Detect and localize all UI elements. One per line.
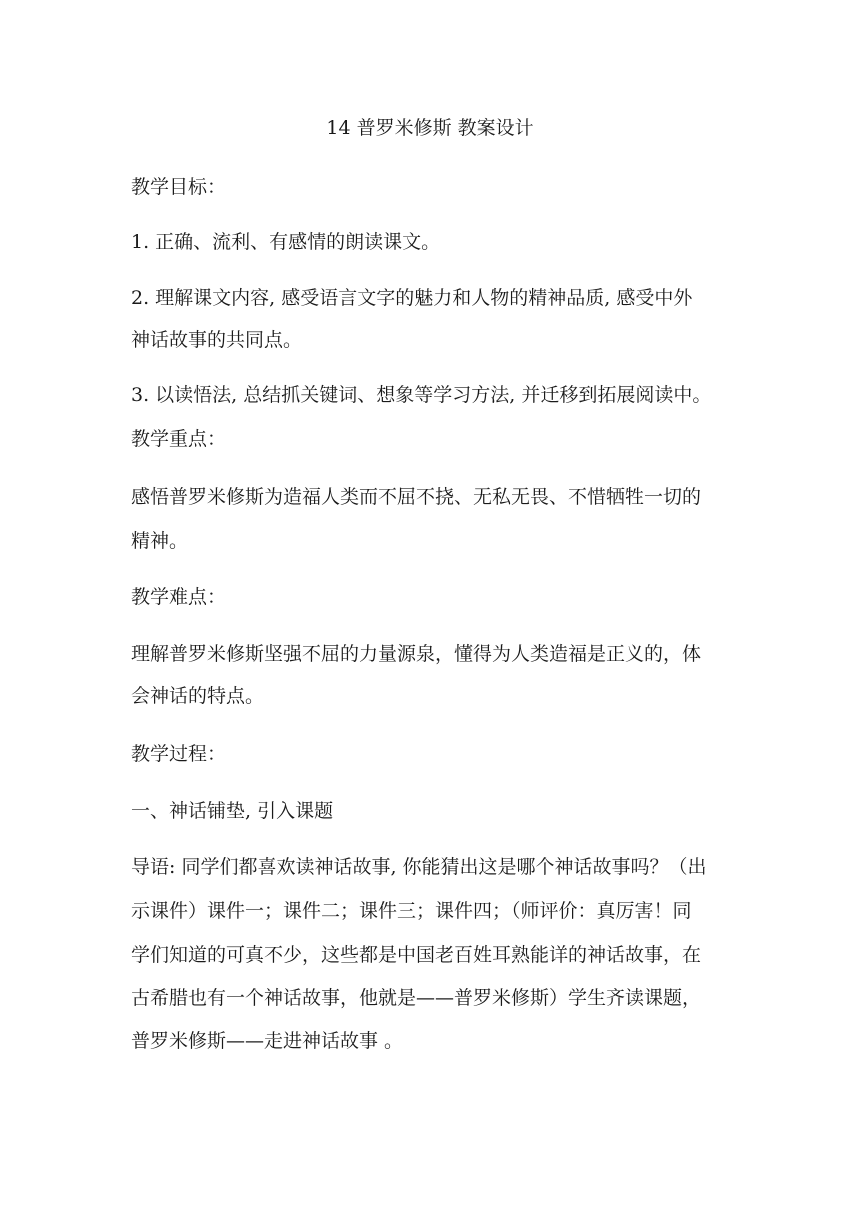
process-heading: 教学过程： [131,743,227,765]
difficulty-line-1: 理解普罗米修斯坚强不屈的力量源泉，懂得为人类造福是正义的，体 [131,643,702,665]
key-heading: 教学重点： [131,428,227,450]
section-1-heading: 一、神话铺垫, 引入课题 [131,800,334,822]
difficulty-line-2: 会神话的特点。 [131,685,265,707]
key-point-line-1: 感悟普罗米修斯为造福人类而不屈不挠、无私无畏、不惜牺牲一切的 [131,486,702,508]
document-title: 14 普罗米修斯 教案设计 [326,117,534,139]
objective-3: 3. 以读悟法, 总结抓关键词、想象等学习方法, 并迁移到拓展阅读中。 [131,384,712,406]
intro-line-5: 普罗米修斯——走进神话故事 。 [131,1030,404,1052]
difficulty-heading: 教学难点： [131,586,227,608]
intro-line-3: 学们知道的可真不少，这些都是中国老百姓耳熟能详的神话故事，在 [131,944,702,966]
intro-line-1: 导语: 同学们都喜欢读神话故事, 你能猜出这是哪个神话故事吗？（出 [131,856,707,878]
key-point-line-2: 精神。 [131,530,189,552]
objective-1: 1. 正确、流利、有感情的朗读课文。 [131,231,441,253]
intro-line-2: 示课件）课件一；课件二；课件三；课件四；（师评价：真厉害！同 [131,900,692,922]
objectives-heading: 教学目标： [131,176,227,198]
objective-2-line-2: 神话故事的共同点。 [131,329,303,351]
objective-2-line-1: 2. 理解课文内容, 感受语言文字的魅力和人物的精神品质, 感受中外 [131,287,693,309]
intro-line-4: 古希腊也有一个神话故事，他就是——普罗米修斯）学生齐读课题， [131,987,702,1009]
